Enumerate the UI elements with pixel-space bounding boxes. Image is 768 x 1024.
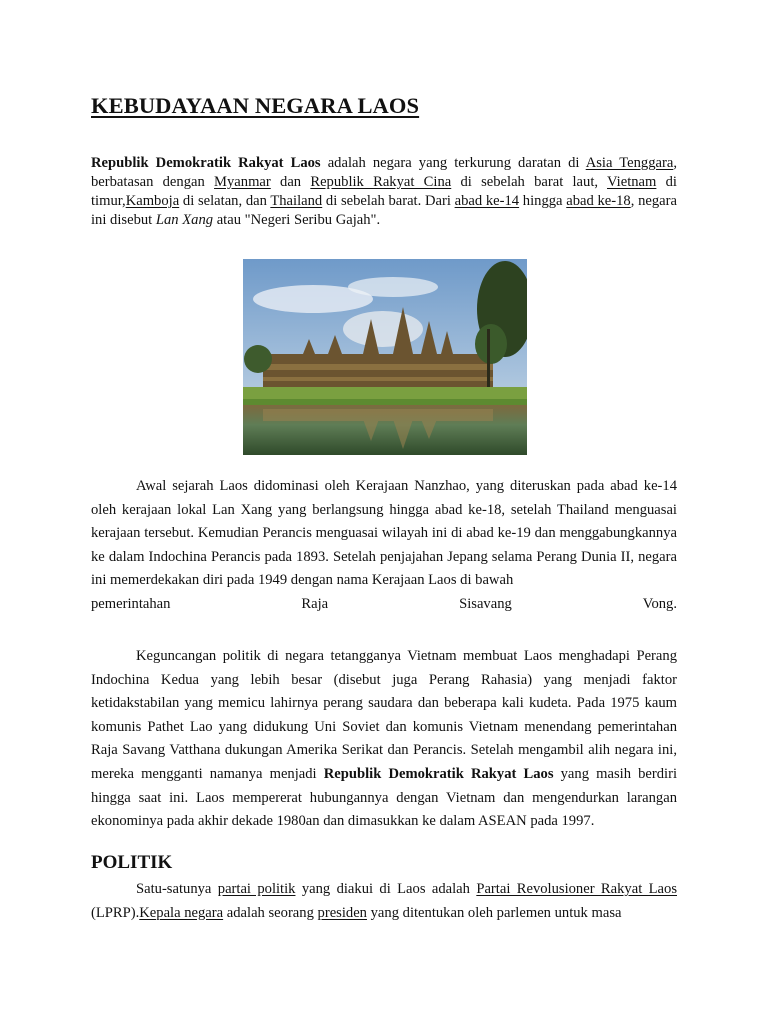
link-partai-revolusioner[interactable]: Partai Revolusioner Rakyat Laos — [476, 881, 677, 897]
country-name-bold: Republik Demokratik Rakyat Laos — [91, 155, 321, 171]
link-partai-politik[interactable]: partai politik — [217, 881, 296, 897]
history-last-line: pemerintahan Raja Sisavang Vong. — [91, 595, 677, 612]
link-vietnam[interactable]: Vietnam — [607, 174, 657, 190]
link-republik-rakyat-cina[interactable]: Republik Rakyat Cina — [310, 174, 452, 190]
link-kamboja[interactable]: Kamboja — [125, 193, 180, 209]
link-abad-ke-18[interactable]: abad ke-18 — [566, 193, 631, 209]
conflict-paragraph: Keguncangan politik di negara tetangganya Vietnam membuat Laos menghadapi Perang Indochina Kedua yang lebih besar (disebut juga Perang Rahasia) yang menjadi faktor ketidakstabilan yang memicu lahirnya perang saudara dan beberapa kali kudeta. Pada 1975 kaum komunis Pathet Lao yang didukung Uni Soviet dan komunis Vietnam menendang pemerintahan Raja Savang Vatthana dukungan Amerika Serikat dan Perancis. Setelah mengambil alih negara ini, mereka mengganti namanya menjadi Republik Demokratik Rakyat Laos yang masih berdiri hingga saat ini. Laos mempererat hubungannya dengan Vietnam dan mengendurkan larangan ekonominya pada akhir dekade 1980an dan dimasukkan ke dalam ASEAN pada 1997. — [91, 648, 678, 830]
politik-heading: POLITIK — [91, 852, 173, 873]
history-text: Awal sejarah Laos didominasi oleh Kerajaan Nanzhao, yang diteruskan pada abad ke-14 oleh kerajaan lokal Lan Xang yang berlangsung hingga abad ke-18, setelah Thailand menguasai kerajaan tersebut. Kemudian Perancis menguasai wilayah ini di abad ke-19 dan menggabungkannya ke dalam Indochina Perancis pada 1893. Setelah penjajahan Jepang selama Perang Dunia II, negara ini memerdekakan diri pada 1949 dengan nama Kerajaan Laos di bawah — [91, 478, 677, 589]
history-paragraph — [91, 475, 677, 617]
link-abad-ke-14[interactable]: abad ke-14 — [454, 193, 520, 209]
page-title: KEBUDAYAAN NEGARA LAOS — [91, 93, 420, 118]
link-kepala-negara[interactable]: Kepala negara — [139, 904, 224, 921]
lan-xang-italic: Lan Xang — [155, 212, 214, 228]
link-myanmar[interactable]: Myanmar — [214, 174, 271, 190]
intro-paragraph: Republik Demokratik Rakyat Laos adalah negara yang terkurung daratan di Asia Tenggara, berbatasan dengan Myanmar dan Republik Rakyat Cina di sebelah barat laut, Vietnam di timur,Kamboja di selatan, dan Thailand di sebelah barat. Dari abad ke-14 hingga abad ke-18, negara ini disebut Lan Xang atau "Negeri Seribu Gajah". — [91, 155, 677, 228]
angkor-temple-photo — [243, 259, 527, 455]
link-asia-tenggara[interactable]: Asia Tenggara — [585, 155, 674, 171]
country-name-bold-2: Republik Demokratik Rakyat Laos — [323, 765, 554, 782]
link-presiden[interactable]: presiden — [317, 904, 367, 921]
politik-paragraph: Satu-satunya partai politik yang diakui di Laos adalah Partai Revolusioner Rakyat Laos (LPRP).Kepala negara adalah seorang presiden yang ditentukan oleh parlemen untuk masa — [91, 881, 677, 921]
link-thailand[interactable]: Thailand — [270, 193, 323, 209]
